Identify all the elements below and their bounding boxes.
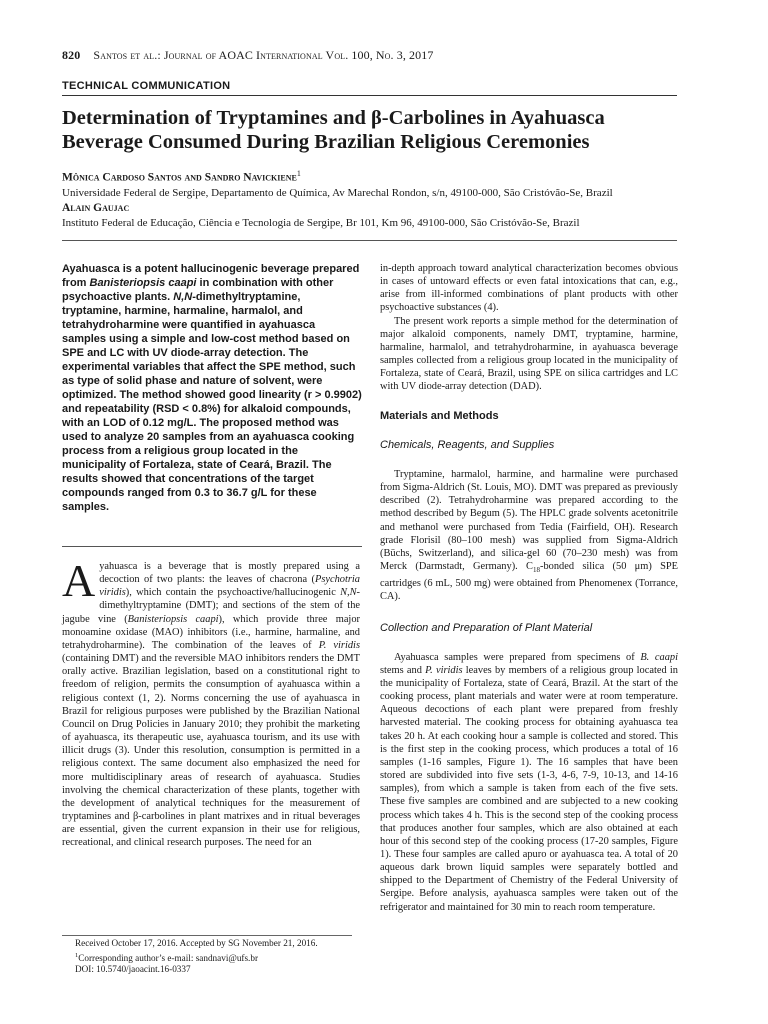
c18-subscript: 18 xyxy=(532,566,540,575)
subheading-collection: Collection and Preparation of Plant Material xyxy=(380,621,593,634)
drop-cap: A xyxy=(62,555,96,606)
affiliation-1: Universidade Federal de Sergipe, Departamento de Química, Av Marechal Rondon, s/n, 49100-000, São Cristóvão-Se, Brazil xyxy=(62,186,613,199)
running-head xyxy=(62,48,702,63)
subheading-chemicals: Chemicals, Reagents, and Supplies xyxy=(380,438,555,451)
right-column xyxy=(380,262,678,914)
intro-text-4: ), which provide three major monoamine oxidase (MAO) inhibitors (i.e., harmine, harmaline, and tetrahydroharmine). The combination of the leaves of xyxy=(62,613,360,651)
intro-column xyxy=(62,555,360,849)
intro-nn: N,N xyxy=(340,587,357,599)
header-rule xyxy=(62,95,677,96)
intro-paragraph xyxy=(62,555,360,849)
chemicals-paragraph xyxy=(380,468,678,604)
section-heading-methods: Materials and Methods xyxy=(380,409,499,422)
doi-note: DOI: 10.5740/jaoacint.16-0337 xyxy=(75,964,191,975)
intro-species-3: P. viridis xyxy=(318,639,360,651)
abstract-rule xyxy=(62,546,362,547)
collection-text-2: stems and xyxy=(380,664,426,676)
collection-text-1: Ayahuasca samples were prepared from specimens of xyxy=(394,651,641,663)
corresponding-marker: 1 xyxy=(75,951,79,959)
intro-continuation: in-depth approach toward analytical characterization becomes obvious in cases of untoward effects or even fatal intoxications that can, e.g., arise from ill-informed combinations of plant products with other psychoactive substances (4). xyxy=(380,263,678,314)
corresponding-text: Corresponding author’s e-mail: sandnavi@ufs.br xyxy=(78,952,259,963)
intro-text-5: (containing DMT) and the reversible MAO inhibitors renders the DMT orally active. Brazilian legislation, based on a constitutional right to freedom of religion, permits the consumption of ayahuasca within a religious context (1, 2). Norms concerning the use of ayahuasca in Brazil for religious purposes were published by the Brazilian National Council on Drug Policies in January 2010; they prohibit the marketing of ayahuasca, its therapeutic use, ayahuasca tourism, and its use with illicit drugs (3). Under this resolution, consumption is permitted in a religious context. The same document also emphasized the need for more multidisciplinary areas of research of ayahuasca. Studies involving the chemical characterization of these plants, together with the development of analytical techniques for the measurement of tryptamines and β-carbolines in plant matrixes and in ritual beverages are essential, given the current expansion in their use for religious, recreational, and clinical research purposes. The need for an xyxy=(62,653,360,849)
collection-species-1: B. caapi xyxy=(640,651,678,663)
abstract-text-1: Ayahuasca is a potent hallucinogenic beverage prepared from xyxy=(62,263,360,289)
title-line-2: Beverage Consumed During Brazilian Religious Ceremonies xyxy=(62,131,590,153)
abstract-nn: N,N xyxy=(173,291,193,303)
page-number: 820 xyxy=(62,48,81,62)
authors-block xyxy=(62,166,702,231)
collection-text-3: leaves by members of a religious group located in the municipality of Fortaleza, state of Ceará, Brazil. At the start of the cooking process, plant materials and water were at room temperature. Aqueous decoctions of each plant were prepared from freshly harvested material. The cooking process for obtaining ayahuasca tea takes 20 h. At each cooking hour a sample is collected and stored. This is the first step in the cooking process, which produces a total of 16 samples (1-16 samples, Figure 1). The 16 samples that have been stored are subdivided into five sets (1-3, 4-6, 7-9, 10-13, and 14-16 samples), from which a sample is taken from each of the five sets. These five samples are combined and are subjected to a new cooking process which takes 4 h. This is the second step of the cooking process that produces another four samples, which are also obtained at each hour of this second step of the cooking process (17-20 samples, Figure 1). These four samples are called apuro or ayahuasca tea. A total of 20 aqueous dark brown liquid samples were separately bottled and shipped to the Department of Chemistry of the Federal University of Sergipe. Before analysis, ayahuasca samples were taken out of the refrigerator and maintained for 30 min to reach room temperature. xyxy=(380,664,678,913)
intro-text-1: yahuasca is a beverage that is mostly prepared using a decoction of two plants: the leaves of chacrona ( xyxy=(99,561,360,586)
present-work-paragraph: The present work reports a simple method for the determination of major alkaloid components, namely DMT, tryptamine, harmine, harmaline, harmalol, and tetrahydroharmine, in ayahuasca beverage samples collected from a religious group located in the municipality of Fortaleza, state of Ceará, Brazil, using SPE on silica cartridges and LC with UV diode-array detection (DAD). xyxy=(380,315,678,393)
journal-citation: Santos et al.: Journal of AOAC International Vol. 100, No. 3, 2017 xyxy=(93,48,434,62)
authors-rule xyxy=(62,240,677,241)
abstract xyxy=(62,262,362,514)
intro-text-2: ), which contain the psychoactive/hallucinogenic xyxy=(125,587,341,599)
collection-species-2: P. viridis xyxy=(425,664,463,676)
intro-text-3: -dimethyltryptamine (DMT); and sections of the stem of the jagube vine ( xyxy=(62,587,360,625)
abstract-species: Banisteriopsis caapi xyxy=(89,277,197,289)
title-line-1: Determination of Tryptamines and β-Carbolines in Ayahuasca xyxy=(62,107,605,129)
section-label: TECHNICAL COMMUNICATION xyxy=(62,80,231,92)
author-footnote-marker: 1 xyxy=(296,169,301,178)
footnotes xyxy=(75,938,360,976)
collection-paragraph xyxy=(380,651,678,914)
article-title xyxy=(62,106,692,154)
abstract-text-3: -dimethyltryptamine, tryptamine, harmine, harmaline, harmalol, and tetrahydroharmine were quantified in ayahuasca samples using a simple and low-cost method based on SPE and LC with UV diode-array detection. The experimental variables that affect the SPE method, such as type of solid phase and nature of solvent, were optimized. The method showed good linearity (r > 0.9902) and repeatability (RSD < 0.8%) for alkaloid compounds, with an LOD of 0.12 mg/L. The proposed method was used to analyze 20 samples from an ayahuasca cooking process from a religious group located in the municipality of Fortaleza, state of Ceará, Brazil. The results showed that concentrations of the target compounds ranged from 0.3 to 36.7 g/L for these samples. xyxy=(62,291,362,513)
chemicals-text-1: Tryptamine, harmalol, harmine, and harmaline were purchased from Sigma-Aldrich (St. Louis, MO). DMT was prepared as previously described (2). Tetrahydroharmine was prepared according to the method described by Begum (5). The HPLC grade solvents acetonitrile and methanol were purchased from Tedia (Fairfield, OH). Research grade Florisil (80–100 mesh) was supplied from Sigma-Aldrich (Büchs, Switzerland), and silica-gel 60 (70–230 mesh) was from Merck (Darmstadt, Germany). C xyxy=(380,468,678,572)
corresponding-note xyxy=(75,950,360,965)
abstract-text-2: in combination with other psychoactive plants. xyxy=(62,277,334,303)
author-names-2: Alain Gaujac xyxy=(62,201,130,214)
intro-species-1: Psychotria viridis xyxy=(99,574,360,599)
chemicals-text-2: -bonded silica (50 μm) SPE cartridges (6 mL, 500 mg) were obtained from Phenomenex (Torrance, CA). xyxy=(380,560,678,603)
received-note: Received October 17, 2016. Accepted by SG November 21, 2016. xyxy=(75,938,318,948)
footnote-rule xyxy=(62,935,352,936)
author-names-1: Mônica Cardoso Santos and Sandro Navickiene xyxy=(62,171,297,184)
affiliation-2: Instituto Federal de Educação, Ciência e Tecnologia de Sergipe, Br 101, Km 96, 49100-000, São Cristóvão-Se, Brazil xyxy=(62,216,580,229)
intro-species-2: Banisteriopsis caapi xyxy=(127,613,219,625)
author-group-1 xyxy=(62,166,702,186)
